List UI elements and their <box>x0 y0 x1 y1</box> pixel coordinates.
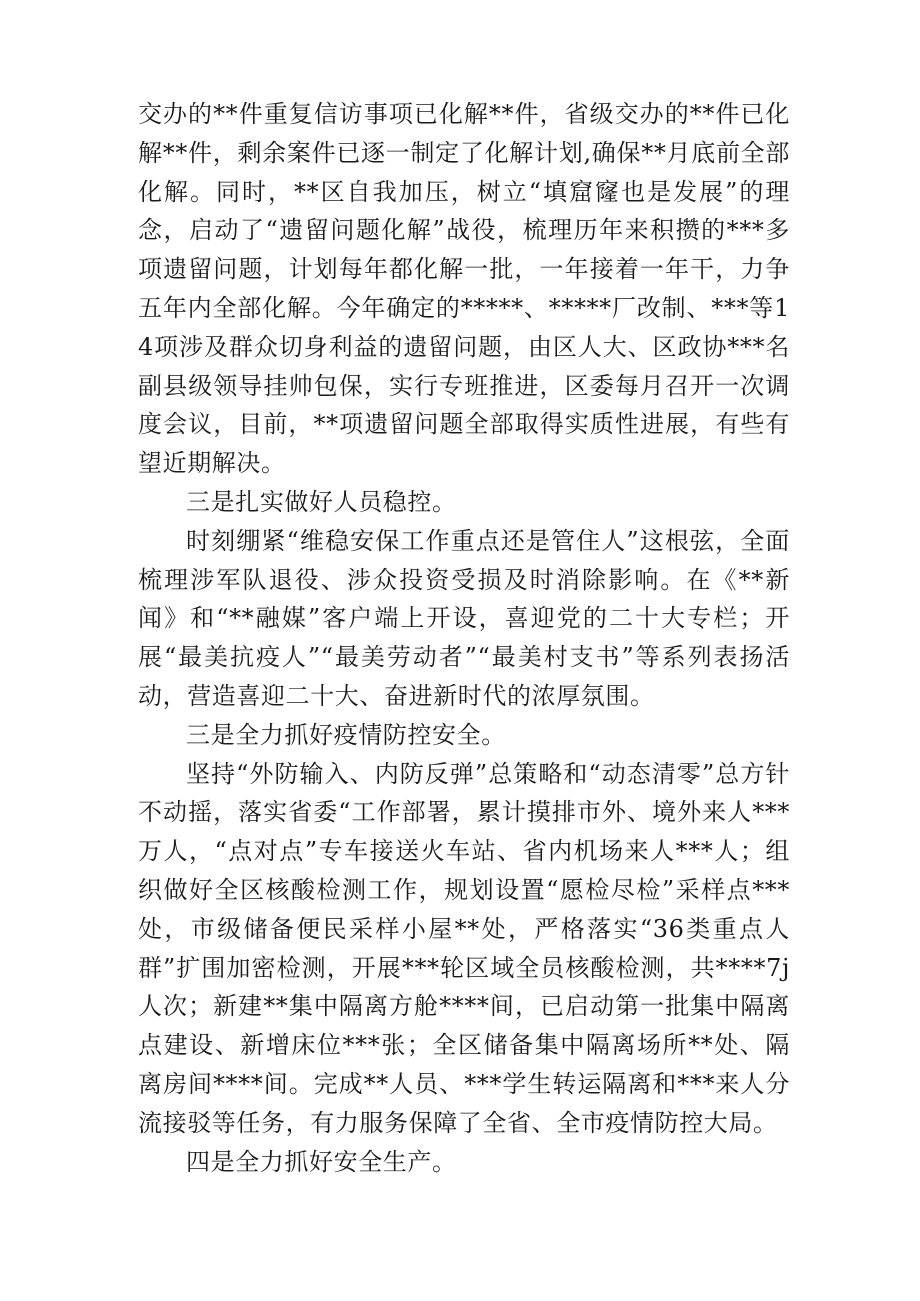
body-paragraph-1: 交办的**件重复信访事项已化解**件，省级交办的**件已化解**件，剩余案件已逐一制定了化解计划,确保**月底前全部化解。同时，**区自我加压，树立“填窟窿也是发展”的理念，启动了“遗留问题化解”战役，梳理历年来积攒的***多项遗留问题，计划每年都化解一批，一年接着一年干，力争五年内全部化解。今年确定的*****、*****厂改制、***等14项涉及群众切身利益的遗留问题，由区人大、区政协***名副县级领导挂帅包保，实行专班推进，区委每月召开一次调度会议，目前，**项遗留问题全部取得实质性进展，有些有望近期解决。 <box>138 100 790 478</box>
body-paragraph-3: 坚持“外防输入、内防反弹”总策略和“动态清零”总方针不动摇，落实省委“工作部署，累计摸排市外、境外来人***万人，“点对点”专车接送火车站、省内机场来人***人；组织做好全区核酸检测工作，规划设置“愿检尽检”采样点***处，市级储备便民采样小屋**处，严格落实“36类重点人群”扩围加密检测，开展***轮区域全员核酸检测，共****7j人次；新建**集中隔离方舱****间，已启动第一批集中隔离点建设、新增床位***张；全区储备集中隔离场所**处、隔离房间****间。完成**人员、***学生转运隔离和***来人分流接驳等任务，有力服务保障了全省、全市疫情防控大局。 <box>138 759 790 1137</box>
section-heading-production-safety: 四是全力抓好安全生产。 <box>186 1147 457 1176</box>
section-heading-staff-control: 三是扎实做好人员稳控。 <box>186 487 457 516</box>
body-paragraph-2: 时刻绷紧“维稳安保工作重点还是管住人”这根弦，全面梳理涉军队退役、涉众投资受损及时消除影响。在《**新闻》和“**融媒”客户端上开设，喜迎党的二十大专栏；开展“最美抗疫人”“最美劳动者”“最美村支书”等系列表扬活动，营造喜迎二十大、奋进新时代的浓厚氛围。 <box>138 526 790 710</box>
section-heading-epidemic-control: 三是全力抓好疫情防控安全。 <box>186 720 506 749</box>
